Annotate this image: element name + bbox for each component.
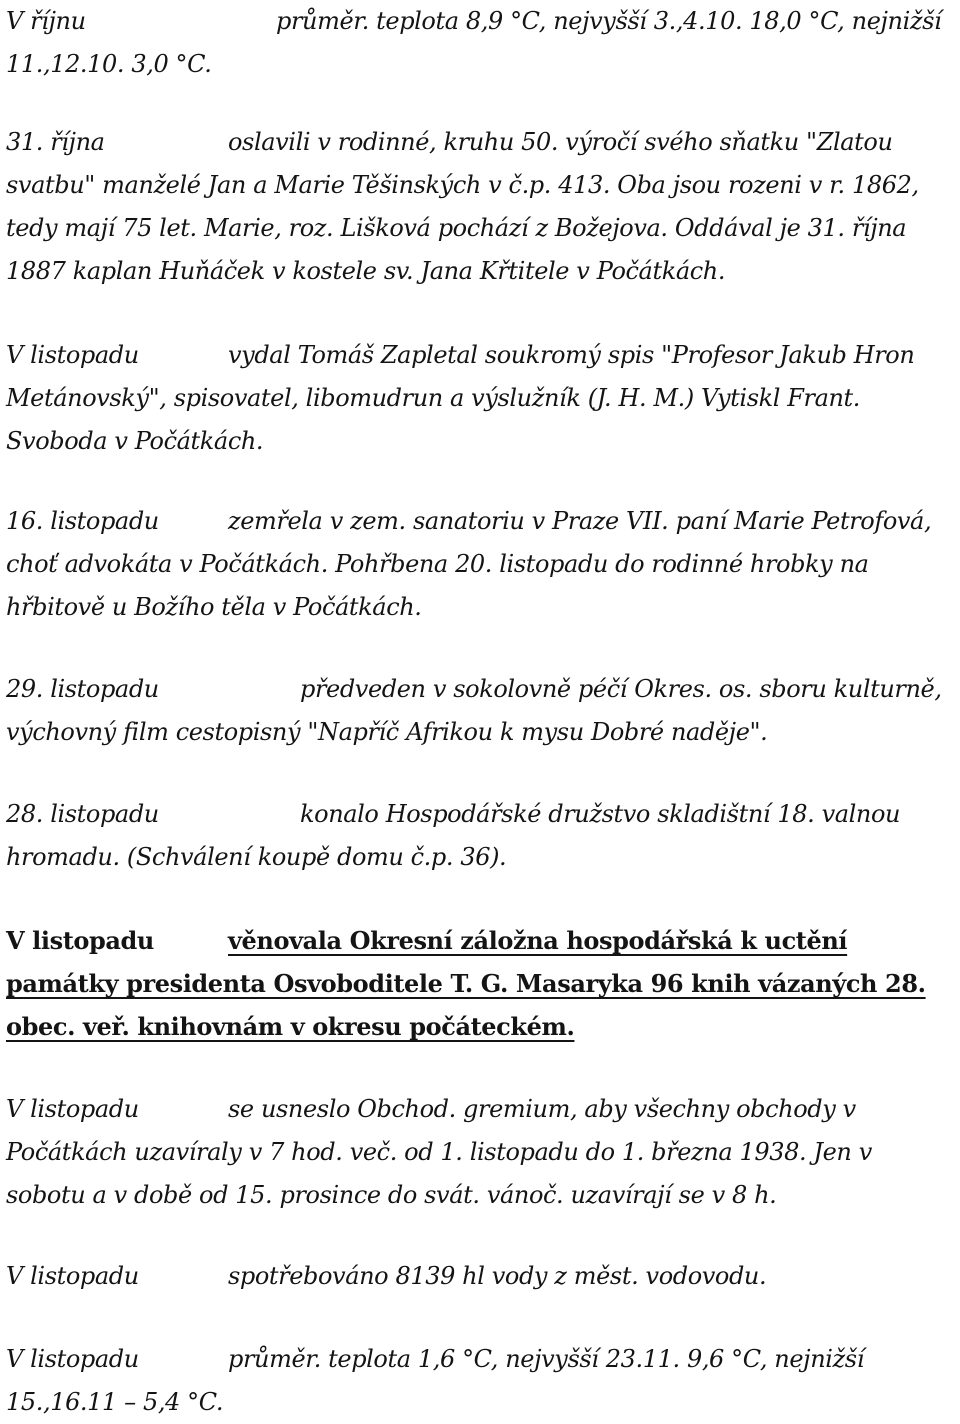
entry-text: průměr. teplota 8,9 °C, nejvyšší 3.,4.10. 18,0 °C, nejnižší 11.,12.10. 3,0 °C. xyxy=(6,7,942,78)
entry-petrofova-death xyxy=(6,500,954,629)
entry-date: V listopadu xyxy=(6,1262,139,1290)
entry-golden-wedding xyxy=(6,121,954,293)
entry-text: věnovala Okresní záložna hospodářská k uctění památky presidenta Osvoboditele T. G. Masaryka 96 knih vázaných 28. obec. veř. knihovnám v okresu počáteckém. xyxy=(6,926,926,1041)
entry-text: zemřela v zem. sanatoriu v Praze VII. paní Marie Petrofová, choť advokáta v Počátkách. Pohřbena 20. listopadu do rodinné hrobky na hřbitově u Božího těla v Počátkách. xyxy=(6,507,932,621)
entry-masaryk-books xyxy=(6,919,954,1048)
entry-hron-book xyxy=(6,334,954,463)
entry-date: V listopadu xyxy=(6,926,154,955)
entry-text: oslavili v rodinné, kruhu 50. výročí svého sňatku "Zlatou svatbu" manželé Jan a Marie Těšinských v č.p. 413. Oba jsou rozeni v r. 1862, tedy mají 75 let. Marie, roz. Lišková pochází z Božejova. Oddával je 31. října 1887 kaplan Huňáček v kostele sv. Jana Křtitele v Počátkách. xyxy=(6,128,919,285)
entry-date: 16. listopadu xyxy=(6,507,159,535)
entry-date: V listopadu xyxy=(6,1095,139,1123)
entry-water-usage xyxy=(6,1255,954,1298)
entry-october-temperature xyxy=(6,0,954,86)
entry-text: spotřebováno 8139 hl vody z měst. vodovodu. xyxy=(228,1262,767,1290)
entry-cooperative-meeting xyxy=(6,793,954,879)
entry-date: V listopadu xyxy=(6,341,139,369)
entry-date: 31. října xyxy=(6,128,105,156)
entry-africa-film xyxy=(6,668,954,754)
entry-date: 29. listopadu xyxy=(6,675,159,703)
entry-text: předveden v sokolovně péčí Okres. os. sboru kulturně, výchovný film cestopisný "Napříč Afrikou k mysu Dobré naděje". xyxy=(6,675,942,746)
entry-text: průměr. teplota 1,6 °C, nejvyšší 23.11. 9,6 °C, nejnižší 15.,16.11 – 5,4 °C. xyxy=(6,1345,864,1416)
entry-date: V listopadu xyxy=(6,1345,139,1373)
entry-text: se usneslo Obchod. gremium, aby všechny obchody v Počátkách uzavíraly v 7 hod. več. od 1. listopadu do 1. března 1938. Jen v sobotu a v době od 15. prosince do svát. vánoč. uzavírají se v 8 h. xyxy=(6,1095,872,1209)
entry-text: konalo Hospodářské družstvo skladištní 18. valnou hromadu. (Schválení koupě domu č.p. 36). xyxy=(6,800,901,871)
entry-date: 28. listopadu xyxy=(6,800,159,828)
entry-shop-hours xyxy=(6,1088,954,1217)
entry-november-temperature xyxy=(6,1338,954,1424)
entry-text: vydal Tomáš Zapletal soukromý spis "Profesor Jakub Hron Metánovský", spisovatel, libomudrun a výslužník (J. H. M.) Vytiskl Frant. Svoboda v Počátkách. xyxy=(6,341,915,455)
entry-date: V říjnu xyxy=(6,7,86,35)
